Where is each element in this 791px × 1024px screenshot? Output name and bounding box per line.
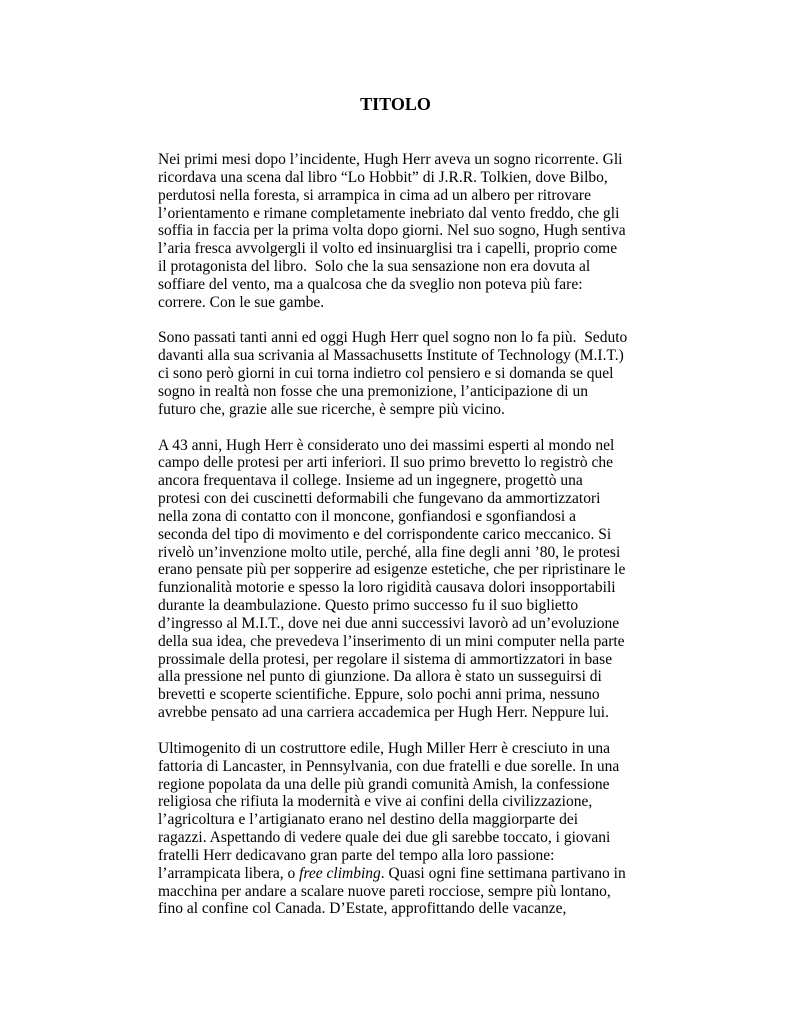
line-text: l’arrampicata libera, o xyxy=(158,864,300,882)
text-line: ricordava una scena dal libro “Lo Hobbit” di J.R.R. Tolkien, dove Bilbo, xyxy=(158,168,608,186)
text-line: Ultimogenito di un costruttore edile, Hugh Miller Herr è cresciuto in una xyxy=(158,739,610,757)
emphasized-text: free climbing xyxy=(299,864,381,882)
text-line: A 43 anni, Hugh Herr è considerato uno dei massimi esperti al mondo nel xyxy=(158,436,615,454)
document-body xyxy=(158,151,648,936)
document-title: TITOLO xyxy=(360,94,431,114)
text-line: d’ingresso al M.I.T., dove nei due anni successivi lavorò ad un’evoluzione xyxy=(158,614,620,632)
text-line: fino al confine col Canada. D’Estate, approfittando delle vacanze, xyxy=(158,900,567,918)
text-line: brevetti e scoperte scientifiche. Eppure, solo pochi anni prima, nessuno xyxy=(158,686,600,704)
text-line: durante la deambulazione. Questo primo successo fu il suo biglietto xyxy=(158,597,579,615)
text-line: regione popolata da una delle più grandi comunità Amish, la confessione xyxy=(158,775,610,793)
text-line: protesi con dei cuscinetti deformabili che fungevano da ammortizzatori xyxy=(158,490,601,508)
text-line: sogno in realtà non fosse che una premonizione, l’anticipazione di un xyxy=(158,382,588,400)
text-line: alla pressione nel punto di giunzione. Da allora è stato un susseguirsi di xyxy=(158,668,602,686)
text-line: ancora frequentava il college. Insieme ad un ingegnere, progettò una xyxy=(158,472,583,490)
text-line: Nei primi mesi dopo l’incidente, Hugh Herr aveva un sogno ricorrente. Gli xyxy=(158,151,623,168)
paragraph xyxy=(158,329,648,418)
text-line: soffia in faccia per la prima volta dopo giorni. Nel suo sogno, Hugh sentiva xyxy=(158,222,626,240)
text-line: seconda del tipo di movimento e del corrispondente carico meccanico. Si xyxy=(158,525,612,543)
text-line: l’agricoltura e l’artigianato erano nel destino della maggiorparte dei xyxy=(158,811,579,829)
text-line: funzionalità motorie e spesso la loro rigidità causava dolori insopportabili xyxy=(158,579,616,597)
text-line: campo delle protesi per arti inferiori. Il suo primo brevetto lo registrò che xyxy=(158,454,613,472)
text-line: futuro che, grazie alle sue ricerche, è sempre più vicino. xyxy=(158,400,505,418)
text-line: l’aria fresca avvolgergli il volto ed insinuarglisi tra i capelli, proprio come xyxy=(158,240,618,258)
text-line: perdutosi nella foresta, si arrampica in cima ad un albero per ritrovare xyxy=(158,186,591,204)
text-line: della sua idea, che prevedeva l’inserimento di un mini computer nella parte xyxy=(158,632,625,650)
text-line-with-emphasis xyxy=(158,865,648,883)
paragraph xyxy=(158,437,648,723)
text-line: fattoria di Lancaster, in Pennsylvania, con due fratelli e due sorelle. In una xyxy=(158,757,620,775)
text-line: soffiare del vento, ma a qualcosa che da sveglio non poteva più fare: xyxy=(158,275,583,293)
text-line: prossimale della protesi, per regolare il sistema di ammortizzatori in base xyxy=(158,650,613,668)
line-text: . Quasi ogni fine settimana partivano in xyxy=(380,864,626,882)
text-line: macchina per andare a scalare nuove pareti rocciose, sempre più lontano, xyxy=(158,882,611,900)
text-line: fratelli Herr dedicavano gran parte del tempo alla loro passione: xyxy=(158,846,555,864)
text-line: ragazzi. Aspettando di vedere quale dei due gli sarebbe toccato, i giovani xyxy=(158,829,611,847)
text-line: erano pensate più per sopperire ad esigenze estetiche, che per ripristinare le xyxy=(158,561,626,579)
text-line: il protagonista del libro. Solo che la sua sensazione non era dovuta al xyxy=(158,258,591,276)
paragraph xyxy=(158,151,648,312)
text-line: rivelò un’invenzione molto utile, perché, alla fine degli anni ’80, le protesi xyxy=(158,543,621,561)
text-line: l’orientamento e rimane completamente inebriato dal vento freddo, che gli xyxy=(158,204,620,222)
text-line: religiosa che rifiuta la modernità e vive ai confini della civilizzazione, xyxy=(158,793,593,811)
text-line: ci sono però giorni in cui torna indietro col pensiero e si domanda se quel xyxy=(158,365,614,383)
text-line: Sono passati tanti anni ed oggi Hugh Herr quel sogno non lo fa più. Seduto xyxy=(158,329,628,347)
text-line: correre. Con le sue gambe. xyxy=(158,293,325,311)
paragraph xyxy=(158,740,648,918)
text-line: davanti alla sua scrivania al Massachusetts Institute of Technology (M.I.T.) xyxy=(158,347,624,365)
text-line: avrebbe pensato ad una carriera accademica per Hugh Herr. Neppure lui. xyxy=(158,704,609,722)
text-line: nella zona di contatto con il moncone, gonfiandosi e sgonfiandosi a xyxy=(158,507,576,525)
